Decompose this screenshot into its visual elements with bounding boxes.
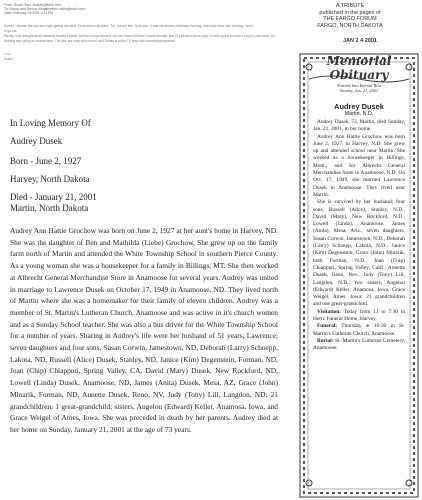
clipping-paragraph: Audrey Ann Hattie Grochow was born June 2, 1927, in Harvey, N.D. She grew up and attended school near Martin. She worked as a housekeeper in Billings, Mont., and for Albrecht General Merchandise Store in Anamoose, N.D. On Oct. 17, 1949, she married Lawrence Dusek in Anamoose. They lived near Martin. [313, 133, 405, 198]
visitation-text: Today from 11 to 7:30 in Hertz Funeral Home, Harvey. [313, 308, 405, 323]
email-body-line: Nothing very going on around here. The kids are busy with school, and Tomas is at the TV busy with something important. [4, 39, 176, 43]
email-header [4, 3, 86, 15]
email-body-line: to go out. [4, 29, 18, 33]
email-body-line: Wendy I had thought about meaning Audrey's father, but then forgot about it. Let me know if it doesn't come through, and I'll just send you a copy. I'm also going to send a copy to your Mom. It's [4, 34, 276, 38]
funeral-paragraph [313, 323, 405, 338]
tribute-line: A TRIBUTE [335, 3, 365, 9]
funeral-text: Thursday at 10:30 in St. Martin's Lutheran Church, Anamoose. [313, 323, 405, 337]
email-signature-line: Love, [4, 52, 12, 56]
burial-label: Burial: [317, 337, 334, 344]
tribute-line: FARGO, NORTH DAKOTA [317, 22, 383, 29]
clipping-paragraph: She is survived by her husband; four sons, Russell (Alice), Stanley, N.D., David (Mary), New Rockford, N.D., Lowell (Linda), Anamoose, James (Anita), Mesa, Ariz.; seven daughters, Susan Corwin, Jamestown, N.D., Deborah (Larry) Schoepp, Lakota, N.D., Janice (Kim) Degenstein, Grace (John) Mlnarik, both Forman, N.D., Joan (Chip) Chiappuri, Spring Valley, Calif., Annette Dusek, Reno, Nev., Judy (Tony) Lill, Langdon, N.D.; two sisters, Angelou (Edward) Keller, Anamosa, Iowa, Grace Weigel, Ames, Iowa; 21 grandchildren and one great-grandchild. [313, 199, 405, 308]
clipping-text [313, 119, 405, 353]
burial-paragraph [313, 338, 405, 353]
birth-place: Harvey, North Dakota [10, 174, 90, 184]
tribute-header [305, 3, 395, 29]
email-body [4, 24, 279, 44]
deceased-name: Audrey Dusek [10, 136, 63, 146]
clipping-name: Audrey Dusek [334, 102, 384, 111]
eternal-rest-box [319, 83, 399, 94]
eternal-rest-line: Sunday, Jan. 21, 2001 [340, 88, 378, 94]
funeral-label: Funeral: [317, 323, 338, 330]
email-body-line: Dennis - sounds like you are really getting the wind. It has been cold there. Too. but are fine. I just was. It was lots looked yesterday morning, and early some this morning. I tried [4, 24, 253, 28]
eternal-rest-line: Entered Into Eternal Rest [337, 83, 381, 88]
email-header-line: To: Nancy and Dennis Klingelheber <dklin@mail.com> [4, 7, 86, 11]
visitation-paragraph [313, 309, 405, 324]
death-date: Died - January 21, 2001 [10, 192, 97, 202]
birth-date: Born - June 2, 1927 [10, 156, 82, 166]
burial-text: St. Martin's Lutheran Cemetery, Anamoose. [313, 337, 405, 352]
date-stamp: JAN 2 4 2001 [343, 38, 377, 44]
email-signature-line: Susan [4, 57, 14, 61]
email-header-line: From: Susan Setz <susan@fbhtc.net> [4, 3, 62, 7]
in-loving-memory-heading: In Loving Memory Of [10, 118, 91, 128]
death-place: Martin, North Dakota [10, 203, 89, 213]
tribute-line: THE FARGO FORUM [323, 16, 377, 23]
email-signature [4, 52, 13, 62]
email-header-line: Date: February 08 2001 4:11 PM [4, 11, 54, 15]
obituary-typed [10, 118, 280, 436]
biography-paragraph: Audrey Ann Hattie Grochow was born on June 2, 1927 at her aunt's home in Harvey, ND. She was the daughter of Ben and Mathilda (Liebe) Grochow. She grew up on the family farm north of Martin and attended the White Township School in southern Pierce County. As a young woman she was a housekeeper for a family in Billings, MT. She then worked at Albrecht General Merchandise Store in Anamoose for several years. Audrey was united in marriage to Lawrence Dusek on October 17, 1949 in Anamoose, ND. They lived north of Martin where she was a homemaker for their family of eleven children. Audrey was a member of St. Martin's Lutheran Church, Anamoose and was active in it's church women and as a Sunday School teacher. She was also a bus driver for the White Township School for a number of years. Sharing in Audrey's life were her husband of 51 years, Lawrence; seven daughters and four sons, Susan Corwin, Jamestown, ND, Deborah (Larry) Schoepp, Lakota, ND, Russell (Alice) Dusek, Stanley, ND, Janice (Kim) Degenstein, Forman, ND, Joan (Chip) Chiapputi, Spring Valley, CA, David (Mary) Dusek, New Rockford, ND, Lowell (Linda) Dusek, Anamoose, ND, James (Anita) Dusek, Mesa, AZ, Grace (John) Mlnarik, Forman, ND, Annette Dusek, Reno, NV, Judy (Tony) Lill, Langdon, ND; 21 grandchildren; 1 great-grandchild; sisters, Angelou (Edward) Keller, Anamosa, Iowa, and Grace Weigel of Ames, Iowa. She was preceded in death by her parents. Audrey died at her home on Sunday, January 21, 2001 at the age of 73 years. [10, 226, 278, 434]
tribute-line: published in the pages of [319, 9, 381, 16]
visitation-label: Visitation: [317, 308, 342, 315]
newspaper-clipping [299, 53, 419, 498]
clipping-paragraph: Audrey Dusek, 73, Martin, died Sunday, Jan. 21, 2001, in her home. [313, 119, 405, 133]
memorial-obituary-header: Memorial Obituary [326, 54, 392, 82]
clipping-place: Martin, N.D. [344, 111, 374, 117]
